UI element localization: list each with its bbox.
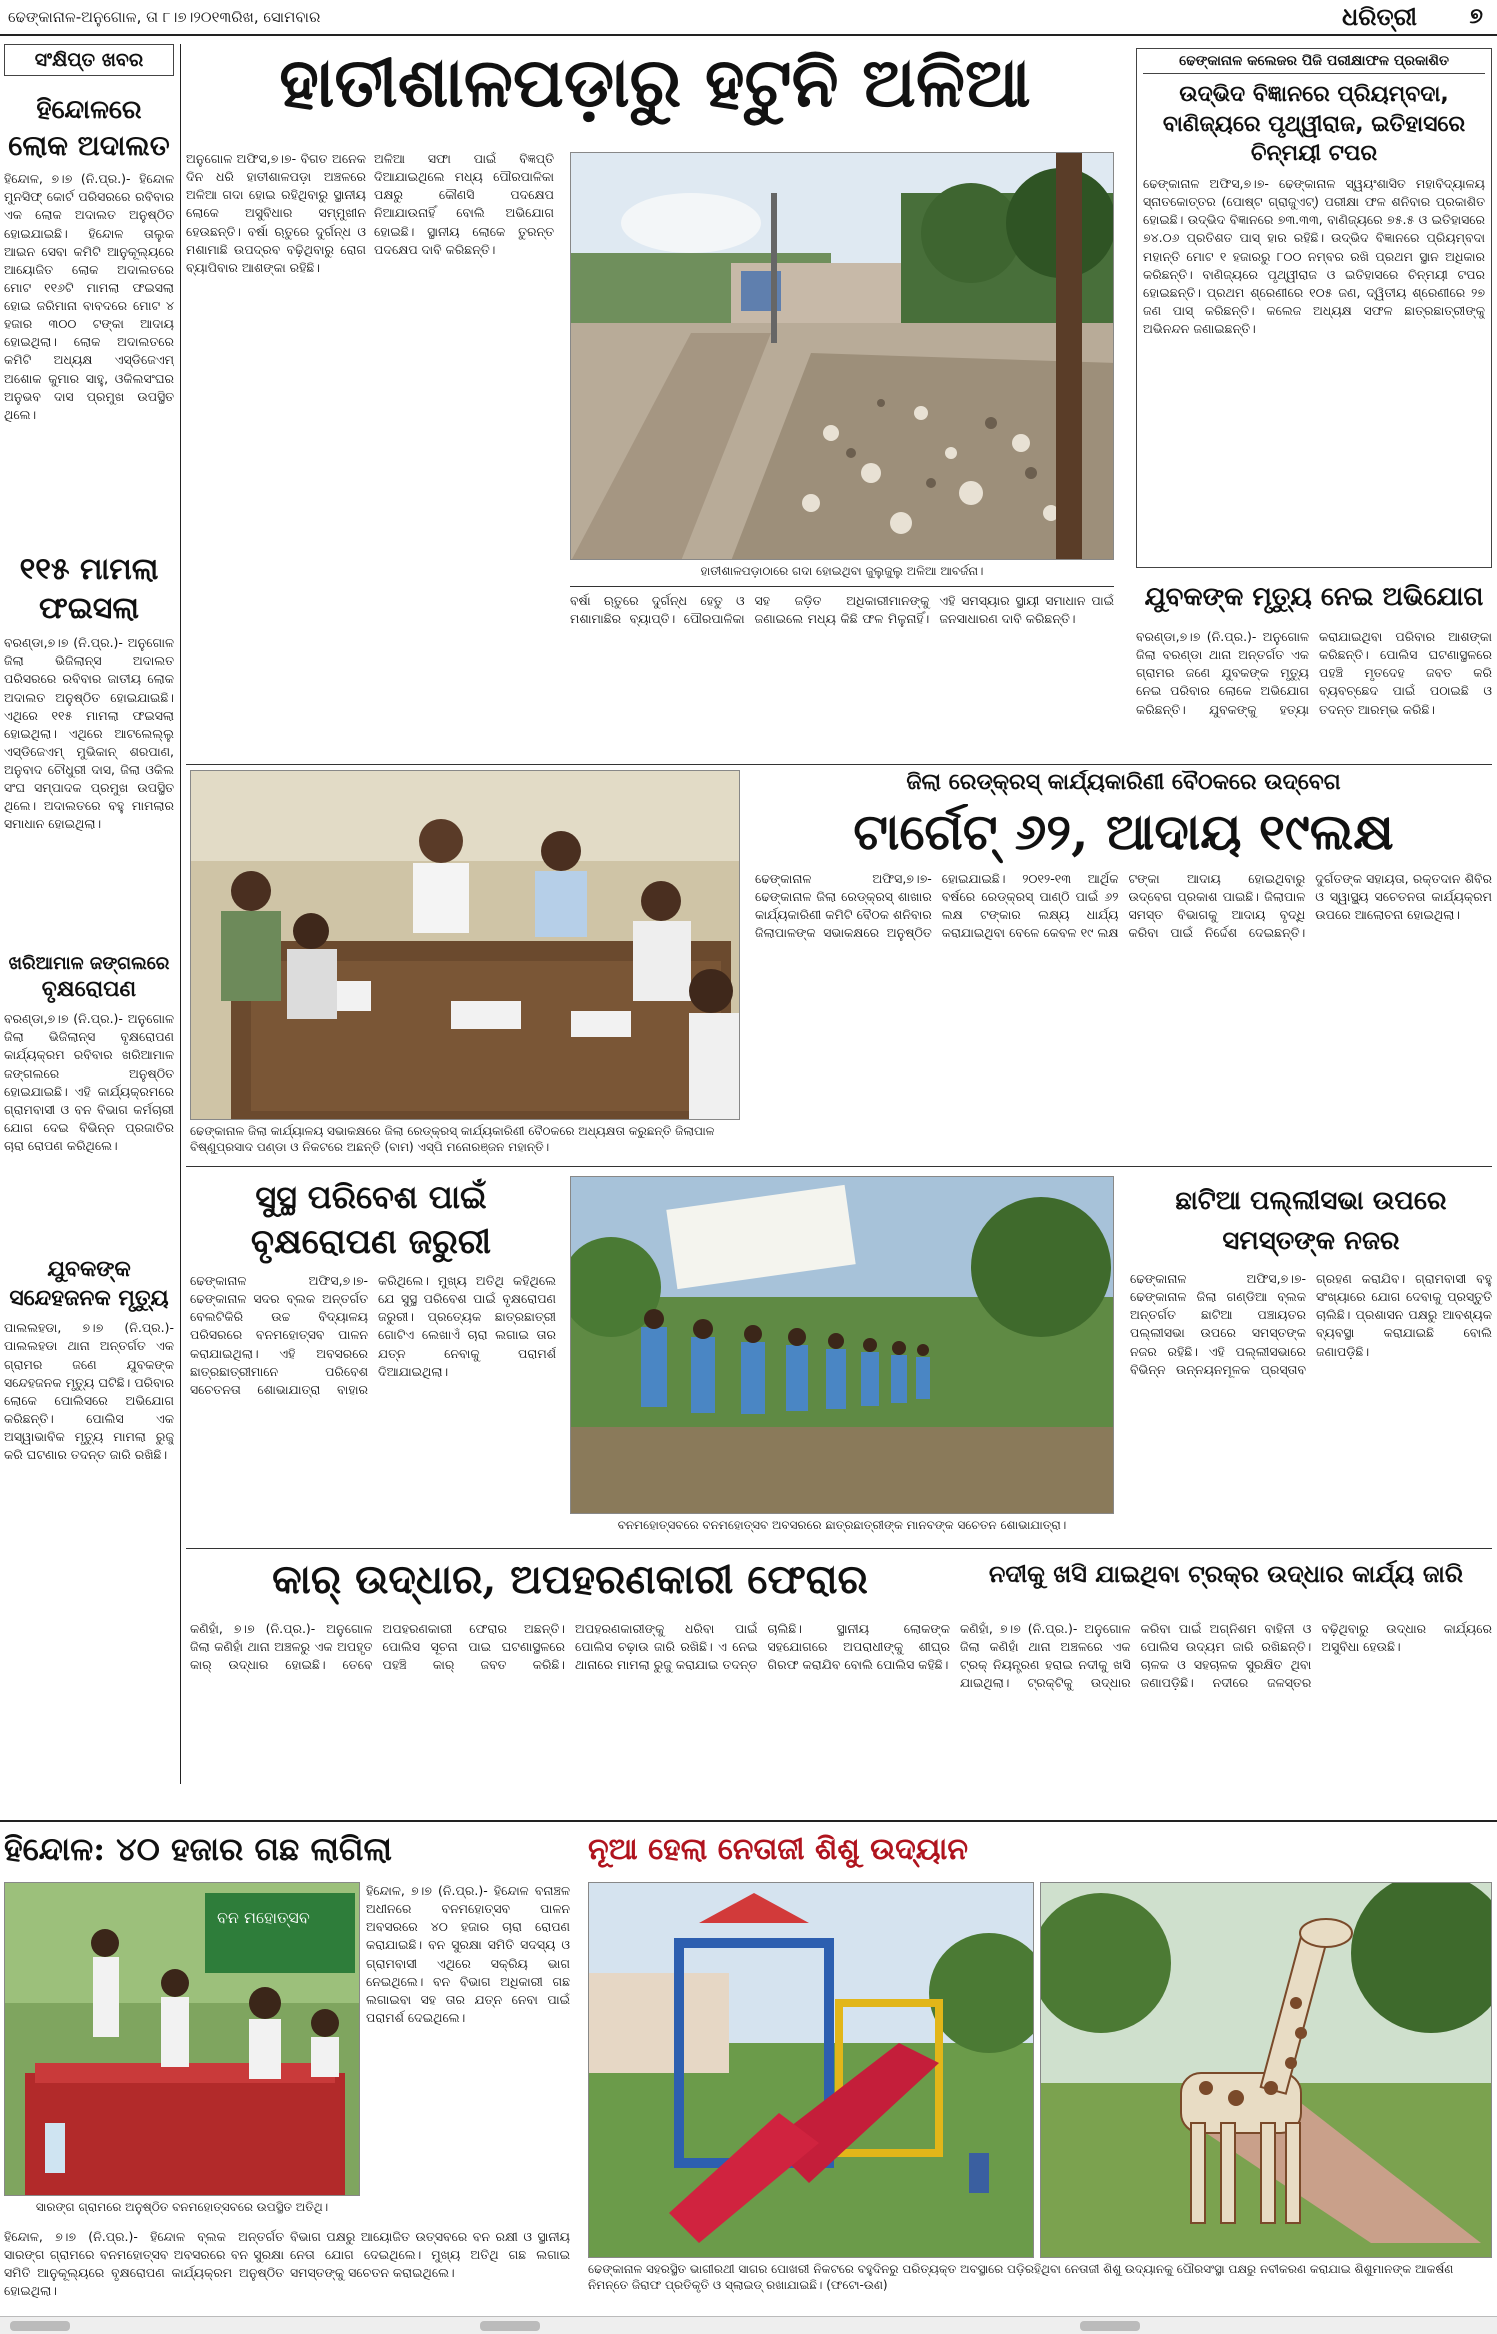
env-headline-2: ବୃକ୍ଷରୋପଣ ଜରୁରୀ [250, 1222, 492, 1262]
brief-3-headline-2: ବୃକ୍ଷରୋପଣ [41, 976, 137, 1002]
youth-death-headline: ଯୁବକଙ୍କ ମୃତ୍ୟୁ ନେଇ ଅଭିଯୋଗ [1144, 582, 1484, 612]
park-headline: ନୂଆ ହେଲା ନେତାଜୀ ଶିଶୁ ଉଦ୍ୟାନ [588, 1832, 968, 1867]
exam-results-box [1136, 48, 1492, 568]
trees-photo [4, 1882, 360, 2196]
section-rule-3 [186, 1548, 1492, 1549]
rally-photo-caption: ବନମହୋତ୍ସବରେ ବନମହୋତ୍ସବ ଅବସରରେ ଛାତ୍ରଛାତ୍ରୀଙ୍କ ମାନବଙ୍କ ସଚେତନ ଶୋଭାଯାତ୍ରା। [617, 1518, 1067, 1532]
redcross-body: ଢେଙ୍କାନାଳ ଅଫିସ,୭।୭- ଢେଙ୍କାନାଳ ଜିଲା ରେଡ୍‌କ୍ରସ୍ ଶାଖାର କାର୍ଯ୍ୟକାରିଣୀ କମିଟି ବୈଠକ ଶନିବାର ଜିଲାପାଳଙ୍କ ସଭାକକ୍ଷରେ ଅନୁଷ୍ଠିତ ହୋଇଯାଇଛି। ୨୦୧୨-୧୩ ଆର୍ଥିକ ବର୍ଷରେ ରେଡ୍‌କ୍ରସ୍ ପାଣ୍ଠି ପାଇଁ ୬୨ ଲକ୍ଷ ଟଙ୍କାର ଲକ୍ଷ୍ୟ ଧାର୍ଯ୍ୟ କରାଯାଇଥିବା ବେଳେ କେବଳ ୧୯ ଲକ୍ଷ ଟଙ୍କା ଆଦାୟ ହୋଇଥିବାରୁ ଉଦ୍‌ବେଗ ପ୍ରକାଶ ପାଇଛି। ଜିଲାପାଳ ସମସ୍ତ ବିଭାଗକୁ ଆଦାୟ ବୃଦ୍ଧି କରିବା ପାଇଁ ନିର୍ଦ୍ଦେଶ ଦେଇଛନ୍ତି। ଦୁର୍ଗତଙ୍କ ସହାୟତା, ରକ୍ତଦାନ ଶିବିର ଓ ସ୍ୱାସ୍ଥ୍ୟ ସଚେତନତା କାର୍ଯ୍ୟକ୍ରମ ଉପରେ ଆଲୋଚନା ହୋଇଥିଲା। [755, 871, 1492, 941]
brief-2-headline: ୧୧୫ ମାମଲା [19, 552, 159, 588]
redcross-kicker: ଜିଲା ରେଡ୍‌କ୍ରସ୍ କାର୍ଯ୍ୟକାରିଣୀ ବୈଠକରେ ଉଦ୍‌ବେଗ [906, 770, 1341, 795]
car-headline: କାର୍ ଉଦ୍ଧାର, ଅପହରଣକାରୀ ଫେରାର [272, 1556, 868, 1603]
bottom-section-rule [0, 1820, 1497, 1822]
park-photo-caption: ଢେଙ୍କାନାଳ ସହରସ୍ଥିତ ଭାଗୀରଥୀ ସାଗର ପୋଖରୀ ନିକଟରେ ବହୁଦିନରୁ ପରିତ୍ୟକ୍ତ ଅବସ୍ଥାରେ ପଡ଼ିରହିଥିବା ନେତାଜୀ ଶିଶୁ ଉଦ୍ୟାନକୁ ପୌରସଂସ୍ଥା ପକ୍ଷରୁ ନବୀକରଣ କରାଯାଇ ଶିଶୁମାନଙ୍କ ଆକର୍ଷଣ ନିମନ୍ତେ ଜିରାଫ ପ୍ରତିକୃତି ଓ ସ୍ଲାଇଡ୍ ରଖାଯାଇଛି। (ଫଟୋ-ଉଣ) [588, 2262, 1454, 2292]
main-body-1: ଅନୁଗୋଳ ଅଫିସ,୭।୭- ବିଗତ ଅନେକ ଦିନ ଧରି ହାତୀଶାଳପଡ଼ା ଅଞ୍ଚଳରେ ଅଳିଆ ଗଦା ହୋଇ ରହିଥିବାରୁ ସ୍ଥାନୀୟ ଲୋକେ ଅସୁବିଧାର ସମ୍ମୁଖୀନ ହେଉଛନ୍ତି। ବର୍ଷା ଋତୁରେ ଦୁର୍ଗନ୍ଧ ଓ ମଶାମାଛି ଉପଦ୍ରବ ବଢ଼ିଥିବାରୁ ରୋଗ ବ୍ୟାପିବାର ଆଶଙ୍କା ରହିଛି। [186, 151, 366, 275]
meeting-scene-image [191, 771, 740, 1120]
rally-scene-image [571, 1177, 1114, 1514]
brief-1-headline-2: ଲୋକ ଅଦାଲତ [8, 128, 170, 162]
truck-body: କଣିହାଁ, ୭।୭ (ନି.ପ୍ର.)- ଅନୁଗୋଳ ଜିଲା କଣିହାଁ ଥାନା ଅଞ୍ଚଳରେ ଏକ ଟ୍ରକ୍ ନିୟନ୍ତ୍ରଣ ହରାଇ ନଦୀକୁ ଖସି ଯାଇଥିଲା। ଟ୍ରକ୍‌ଟିକୁ ଉଦ୍ଧାର କରିବା ପାଇଁ ଅଗ୍ନିଶମ ବାହିନୀ ଓ ପୋଲିସ ଉଦ୍ୟମ ଜାରି ରଖିଛନ୍ତି। ଚାଳକ ଓ ସହଚାଳକ ସୁରକ୍ଷିତ ଥିବା ଜଣାପଡ଼ିଛି। ନଦୀରେ ଜଳସ୍ତର ବଢ଼ିଥିବାରୁ ଉଦ୍ଧାର କାର୍ଯ୍ୟରେ ଅସୁବିଧା ହେଉଛି। [960, 1621, 1492, 1691]
garbage-photo [570, 152, 1114, 560]
truck-headline: ନଦୀକୁ ଖସି ଯାଇଥିବା ଟ୍ରକ୍‌ର ଉଦ୍ଧାର କାର୍ଯ୍ୟ ଜାରି [988, 1560, 1464, 1588]
left-column [4, 44, 174, 1784]
scroll-thumb-mid[interactable] [480, 2321, 540, 2331]
section-rule-2 [186, 1166, 1492, 1167]
chhatia-body: ଢେଙ୍କାନାଳ ଅଫିସ,୭।୭- ଢେଙ୍କାନାଳ ଜିଲା ଗଣ୍ଡିଆ ବ୍ଲକ ଅନ୍ତର୍ଗତ ଛାଟିଆ ପଞ୍ଚାୟତର ପଲ୍ଲୀସଭା ଉପରେ ସମସ୍ତଙ୍କ ନଜର ରହିଛି। ଏହି ପଲ୍ଲୀସଭାରେ ବିଭିନ୍ନ ଉନ୍ନୟନମୂଳକ ପ୍ରସ୍ତାବ ଗ୍ରହଣ କରାଯିବ। ଗ୍ରାମବାସୀ ବହୁ ସଂଖ୍ୟାରେ ଯୋଗ ଦେବାକୁ ପ୍ରସ୍ତୁତି ଚାଲିଛି। ପ୍ରଶାସନ ପକ୍ଷରୁ ଆବଶ୍ୟକ ବ୍ୟବସ୍ଥା କରାଯାଇଛି ବୋଲି ଜଣାପଡ଼ିଛି। [1130, 1271, 1492, 1377]
main-body-3: ବର୍ଷା ଋତୁରେ ଦୁର୍ଗନ୍ଧ ହେତୁ ଓ ମଶାମାଛିର ବ୍ୟାପ୍ତି। ପୌରପାଳିକା ସହ ଜଡ଼ିତ ଅଧିକାରୀମାନଙ୍କୁ ଜଣାଇଲେ ମଧ୍ୟ କିଛି ଫଳ ମିଳୁନାହିଁ। ଏହି ସମସ୍ୟାର ସ୍ଥାୟୀ ସମାଧାନ ପାଇଁ ଜନସାଧାରଣ ଦାବି କରିଛନ୍ତି। [570, 593, 1114, 627]
slide-scene-image [589, 1883, 1034, 2258]
giraffe-scene-image [1041, 1883, 1492, 2258]
masthead [0, 0, 1497, 36]
main-body-2: ଅଳିଆ ସଫା ପାଇଁ ବିଜ୍ଞପ୍ତି ଦିଆଯାଇଥିଲେ ମଧ୍ୟ ପୌରପାଳିକା ପକ୍ଷରୁ କୌଣସି ପଦକ୍ଷେପ ନିଆଯାଉନାହିଁ ବୋଲି ଅଭିଯୋଗ ହୋଇଛି। ସ୍ଥାନୀୟ ଲୋକେ ତୁରନ୍ତ ପଦକ୍ଷେପ ଦାବି କରିଛନ୍ତି। [374, 151, 554, 257]
bottom-strip [0, 2316, 1497, 2334]
main-headline: ହାତୀଶାଳପଡ଼ାରୁ ହଟୁନି ଅଳିଆ [279, 46, 1031, 123]
garbage-photo-caption: ହାତୀଶାଳପଡ଼ାଠାରେ ଗଦା ହୋଇଥିବା ଜୁଲୁଜୁଲୁ ଅଳିଆ ଆବର୍ଜନା। [700, 564, 984, 578]
brief-news-kicker: ସଂକ୍ଷିପ୍ତ ଖବର [4, 44, 174, 76]
redcross-headline: ଟାର୍ଗେଟ୍ ୬୨, ଆଦାୟ ୧୯ଲକ୍ଷ [853, 804, 1394, 861]
chhatia-headline-2: ସମସ୍ତଙ୍କ ନଜର [1222, 1226, 1400, 1256]
env-body: ଢେଙ୍କାନାଳ ଅଫିସ,୭।୭- ଢେଙ୍କାନାଳ ସଦର ବ୍ଲକ ଅନ୍ତର୍ଗତ ବେଲଟିକିରି ଉଚ୍ଚ ବିଦ୍ୟାଳୟ ପରିସରରେ ବନମହୋତ୍ସବ ପାଳନ କରାଯାଇଥିଲା। ଏହି ଅବସରରେ ଛାତ୍ରଛାତ୍ରୀମାନେ ପରିବେଶ ସଚେତନତା ଶୋଭାଯାତ୍ରା ବାହାର କରିଥିଲେ। ମୁଖ୍ୟ ଅତିଥି କହିଥିଲେ ଯେ ସୁସ୍ଥ ପରିବେଶ ପାଇଁ ବୃକ୍ଷରୋପଣ ଜରୁରୀ। ପ୍ରତ୍ୟେକ ଛାତ୍ରଛାତ୍ରୀ ଗୋଟିଏ ଲେଖାଏଁ ଚାରା ଲଗାଇ ତାର ଯତ୍ନ ନେବାକୁ ପରାମର୍ଶ ଦିଆଯାଇଥିଲା। [190, 1273, 556, 1397]
paper-name: ଧରିତ୍ରୀ [1342, 2, 1417, 31]
brief-3-body: ବରଣ୍ଡା,୭।୭ (ନି.ପ୍ର.)- ଅନୁଗୋଳ ଜିଲା ଭିଜିଲାନ୍ସ ବୃକ୍ଷରୋପଣ କାର୍ଯ୍ୟକ୍ରମ ରବିବାର ଖରିଆମାଳ ଜଙ୍ଗଲରେ ଅନୁଷ୍ଠିତ ହୋଇଯାଇଛି। ଏହି କାର୍ଯ୍ୟକ୍ରମରେ ଗ୍ରାମବାସୀ ଓ ବନ ବିଭାଗ କର୍ମଚାରୀ ଯୋଗ ଦେଇ ବିଭିନ୍ନ ପ୍ରଜାତିର ଚାରା ରୋପଣ କରିଥିଲେ। [4, 1011, 174, 1154]
scroll-thumb-left[interactable] [10, 2321, 70, 2331]
trees-footer-body-2: ବିଭାଗ ପକ୍ଷରୁ ଆୟୋଜିତ ଉତ୍ସବରେ ବନ ରକ୍ଷୀ ଓ ସ୍ଥାନୀୟ ନେତା ଯୋଗ ଦେଇଥିଲେ। ମୁଖ୍ୟ ଅତିଥି ଗଛ ଲଗାଇ ସମସ୍ତଙ୍କୁ ସଚେତନ କରାଇଥିଲେ। [290, 2229, 570, 2281]
trees-body: ହିନ୍ଦୋଳ, ୭।୭ (ନି.ପ୍ର.)- ହିନ୍ଦୋଳ ବନାଞ୍ଚଳ ଅଧୀନରେ ବନମହୋତ୍ସବ ପାଳନ ଅବସରରେ ୪୦ ହଜାର ଚାରା ରୋପଣ କରାଯାଇଛି। ବନ ସୁରକ୍ଷା ସମିତି ସଦସ୍ୟ ଓ ଗ୍ରାମବାସୀ ଏଥିରେ ସକ୍ରିୟ ଭାଗ ନେଇଥିଲେ। ବନ ବିଭାଗ ଅଧିକାରୀ ଗଛ ଲଗାଇବା ସହ ତାର ଯତ୍ନ ନେବା ପାଇଁ ପରାମର୍ଶ ଦେଇଥିଲେ। [366, 1883, 570, 2025]
brief-2-headline-2: ଫଇସଲା [39, 591, 139, 627]
meeting-photo [190, 770, 740, 1120]
youth-death-body: ବରଣ୍ଡା,୭।୭ (ନି.ପ୍ର.)- ଅନୁଗୋଳ ଜିଲା ବରଣ୍ଡା ଥାନା ଅନ୍ତର୍ଗତ ଏକ ଗ୍ରାମର ଜଣେ ଯୁବକଙ୍କ ମୃତ୍ୟୁ ନେଇ ପରିବାର ଲୋକେ ଅଭିଯୋଗ କରିଛନ୍ତି। ଯୁବକଙ୍କୁ ହତ୍ୟା କରାଯାଇଥିବା ପରିବାର ଆଶଙ୍କା କରିଛନ୍ତି। ପୋଲିସ ଘଟଣାସ୍ଥଳରେ ପହଞ୍ଚି ମୃତଦେହ ଜବତ କରି ବ୍ୟବଚ୍ଛେଦ ପାଇଁ ପଠାଇଛି ଓ ତଦନ୍ତ ଆରମ୍ଭ କରିଛି। [1136, 629, 1492, 717]
brief-1-headline: ହିନ୍ଦୋଳରେ [36, 95, 142, 125]
env-headline-1: ସୁସ୍ଥ ପରିବେଶ ପାଇଁ [255, 1178, 487, 1216]
exam-kicker: ଢେଙ୍କାନାଳ କଲେଜର ପିଜି ପରୀକ୍ଷାଫଳ ପ୍ରକାଶିତ [1143, 53, 1485, 74]
garbage-scene-image [571, 153, 1114, 560]
chhatia-headline-1: ଛାଟିଆ ପଲ୍ଲୀସଭା ଉପରେ [1175, 1186, 1447, 1216]
exam-body: ଢେଙ୍କାନାଳ ଅଫିସ,୭।୭- ଢେଙ୍କାନାଳ ସ୍ୱୟଂଶାସିତ ମହାବିଦ୍ୟାଳୟ ସ୍ନାତକୋତ୍ତର (ପୋଷ୍ଟ ଗ୍ରାଜୁଏଟ୍) ପରୀକ୍ଷା ଫଳ ଶନିବାର ପ୍ରକାଶିତ ହୋଇଛି। ଉଦ୍ଭିଦ ବିଜ୍ଞାନରେ ୭୩.୩୩, ବାଣିଜ୍ୟରେ ୭୫.୫ ଓ ଇତିହାସରେ ୭୪.୦୬ ପ୍ରତିଶତ ପାସ୍ ହାର ରହିଛି। ଉଦ୍ଭିଦ ବିଜ୍ଞାନରେ ପ୍ରିୟମ୍ବଦା ମହାନ୍ତି ମୋଟ ୧ ହଜାରରୁ ୮୦୦ ନମ୍ବର ରଖି ପ୍ରଥମ ସ୍ଥାନ ଅଧିକାର କରିଛନ୍ତି। ବାଣିଜ୍ୟରେ ପୃଥ୍ୱୀରାଜ ଓ ଇତିହାସରେ ଚିନ୍ମୟୀ ଟପର ହୋଇଛନ୍ତି। ପ୍ରଥମ ଶ୍ରେଣୀରେ ୧୦୫ ଜଣ, ଦ୍ୱିତୀୟ ଶ୍ରେଣୀରେ ୨୭ ଜଣ ପାସ୍ କରିଛନ୍ତି। କଲେଜ ଅଧ୍ୟକ୍ଷ ସଫଳ ଛାତ୍ରଛାତ୍ରୀଙ୍କୁ ଅଭିନନ୍ଦନ ଜଣାଇଛନ୍ତି। [1143, 176, 1485, 337]
brief-4-body: ପାଲଲହଡା, ୭।୭ (ନି.ପ୍ର.)- ପାଲଲହଡା ଥାନା ଅନ୍ତର୍ଗତ ଏକ ଗ୍ରାମର ଜଣେ ଯୁବକଙ୍କ ସନ୍ଦେହଜନକ ମୃତ୍ୟୁ ଘଟିଛି। ପରିବାର ଲୋକେ ପୋଲିସରେ ଅଭିଯୋଗ କରିଛନ୍ତି। ପୋଲିସ ଏକ ଅସ୍ୱାଭାବିକ ମୃତ୍ୟୁ ମାମଲା ରୁଜୁ କରି ଘଟଣାର ତଦନ୍ତ ଜାରି ରଖିଛି। [4, 1320, 174, 1463]
brief-2-body: ବରଣ୍ଡା,୭।୭ (ନି.ପ୍ର.)- ଅନୁଗୋଳ ଜିଲା ଭିଜିଲାନ୍ସ ଅଦାଲତ ପରିସରରେ ରବିବାର ଜାତୀୟ ଲୋକ ଅଦାଲତ ଅନୁଷ୍ଠିତ ହୋଇଯାଇଛି। ଏଥିରେ ୧୧୫ ମାମଲା ଫଇସଲା ହୋଇଥିଲା। ଏଥିରେ ଆଟଲେଲ୍ଲୁ ଏସ୍‌ଡିଜେଏମ୍ ମୁଭିକାନ୍ ଶରପାଣ, ଅନୁବାଦ ଚୌଧୁରୀ ଦାସ, ଜିଲା ଓକିଲ ସଂଘ ସମ୍ପାଦକ ପ୍ରମୁଖ ଉପସ୍ଥିତ ଥିଲେ। ଅଦାଲତରେ ବହୁ ମାମଲାର ସମାଧାନ ହୋଇଥିଲା। [4, 635, 174, 832]
exam-headline: ଉଦ୍ଭିଦ ବିଜ୍ଞାନରେ ପ୍ରିୟମ୍ବଦା, ବାଣିଜ୍ୟରେ ପୃଥ୍ୱୀରାଜ, ଇତିହାସରେ ଚିନ୍ମୟୀ ଟପର [1162, 82, 1466, 167]
caption-rule [570, 586, 1114, 587]
rally-photo [570, 1176, 1114, 1514]
brief-3-headline: ଖରିଆମାଳ ଜଙ୍ଗଲରେ [8, 953, 170, 975]
trees-scene-image [5, 1883, 360, 2196]
trees-footer-body-1: ହିନ୍ଦୋଳ, ୭।୭ (ନି.ପ୍ର.)- ହିନ୍ଦୋଳ ବ୍ଲକ ଅନ୍ତର୍ଗତ ସାରଙ୍ଗ ଗ୍ରାମରେ ବନମହୋତ୍ସବ ଅବସରରେ ବନ ସୁରକ୍ଷା ସମିତି ଆନୁକୂଲ୍ୟରେ ବୃକ୍ଷରୋପଣ କାର୍ଯ୍ୟକ୍ରମ ଅନୁଷ୍ଠିତ ହୋଇଥିଲା। [4, 2229, 284, 2299]
dateline: ଢେଙ୍କାନାଳ-ଅନୁଗୋଳ, ତା ୮।୭।୨୦୧୩ରିଖ, ସୋମବାର [8, 8, 321, 26]
scroll-thumb-right[interactable] [1080, 2321, 1140, 2331]
trees-banner-text: ବନ ମହୋତ୍ସବ [217, 1908, 310, 1927]
brief-4-headline: ଯୁବକଙ୍କ [47, 1257, 131, 1283]
brief-1-body: ହିନ୍ଦୋଳ, ୭।୭ (ନି.ପ୍ର.)- ହିନ୍ଦୋଳ ମୁନସିଫ୍ କୋର୍ଟ ପରିସରରେ ରବିବାର ଏକ ଲୋକ ଅଦାଲତ ଅନୁଷ୍ଠିତ ହୋଇଯାଇଛି। ହିନ୍ଦୋଳ ତାଲୁକ ଆଇନ ସେବା କମିଟି ଆନୁକୂଲ୍ୟରେ ଆୟୋଜିତ ଲୋକ ଅଦାଲତରେ ମୋଟ ୧୧୬ଟି ମାମଲା ଫଇସଲା ହୋଇ ଜରିମାନା ବାବଦରେ ମୋଟ ୪ ହଜାର ୩୦୦ ଟଙ୍କା ଆଦାୟ ହୋଇଥିଲା। ଲୋକ ଅଦାଲତରେ କମିଟି ଅଧ୍ୟକ୍ଷ ଏସ୍‌ଡିଜେଏମ୍ ଅଶୋକ କୁମାର ସାହୁ, ଓକିଲସଂଘର ଅନୁଭବ ଦାସ ପ୍ରମୁଖ ଉପସ୍ଥିତ ଥିଲେ। [4, 171, 174, 422]
trees-headline: ହିନ୍ଦୋଳ: ୪୦ ହଜାର ଗଛ ଲାଗିଲା [4, 1830, 392, 1868]
car-body: କଣିହାଁ, ୭।୭ (ନି.ପ୍ର.)- ଅନୁଗୋଳ ଜିଲା କଣିହାଁ ଥାନା ଅଞ୍ଚଳରୁ ଏକ ଅପହୃତ କାର୍ ଉଦ୍ଧାର ହୋଇଛି। ତେବେ ଅପହରଣକାରୀ ଫେରାର ଅଛନ୍ତି। ପୋଲିସ ସୂଚନା ପାଇ ଘଟଣାସ୍ଥଳରେ ପହଞ୍ଚି କାର୍ ଜବତ କରିଛି। ଅପହରଣକାରୀଙ୍କୁ ଧରିବା ପାଇଁ ପୋଲିସ ଚଢ଼ାଉ ଜାରି ରଖିଛି। ଏ ନେଇ ଥାନାରେ ମାମଲା ରୁଜୁ କରାଯାଇ ତଦନ୍ତ ଚାଲିଛି। ସ୍ଥାନୀୟ ଲୋକଙ୍କ ସହଯୋଗରେ ଅପରାଧୀଙ୍କୁ ଶୀଘ୍ର ଗିରଫ କରାଯିବ ବୋଲି ପୋଲିସ କହିଛି। [190, 1621, 950, 1673]
brief-4-headline-2: ସନ୍ଦେହଜନକ ମୃତ୍ୟୁ [9, 1285, 169, 1311]
meeting-photo-caption: ଢେଙ୍କାନାଳ ଜିଲା କାର୍ଯ୍ୟାଳୟ ସଭାକକ୍ଷରେ ଜିଲା ରେଡ୍‌କ୍ରସ୍ କାର୍ଯ୍ୟକାରିଣୀ ବୈଠକରେ ଅଧ୍ୟକ୍ଷତା କରୁଛନ୍ତି ଜିଲାପାଳ ବିଷ୍ଣୁପ୍ରସାଦ ପଣ୍ଡା ଓ ନିକଟରେ ଅଛନ୍ତି (ବାମ) ଏସ୍‌ପି ମନୋରଞ୍ଜନ ମହାନ୍ତି। [190, 1124, 715, 1154]
section-rule [186, 764, 1492, 765]
trees-photo-caption: ସାରଙ୍ଗ ଗ୍ରାମରେ ଅନୁଷ୍ଠିତ ବନମହୋତ୍ସବରେ ଉପସ୍ଥିତ ଅତିଥି। [35, 2200, 329, 2214]
page-number: ୭ [1469, 4, 1483, 29]
park-photo-slide [588, 1882, 1034, 2258]
column-rule [180, 44, 181, 1784]
park-photo-giraffe [1040, 1882, 1492, 2258]
